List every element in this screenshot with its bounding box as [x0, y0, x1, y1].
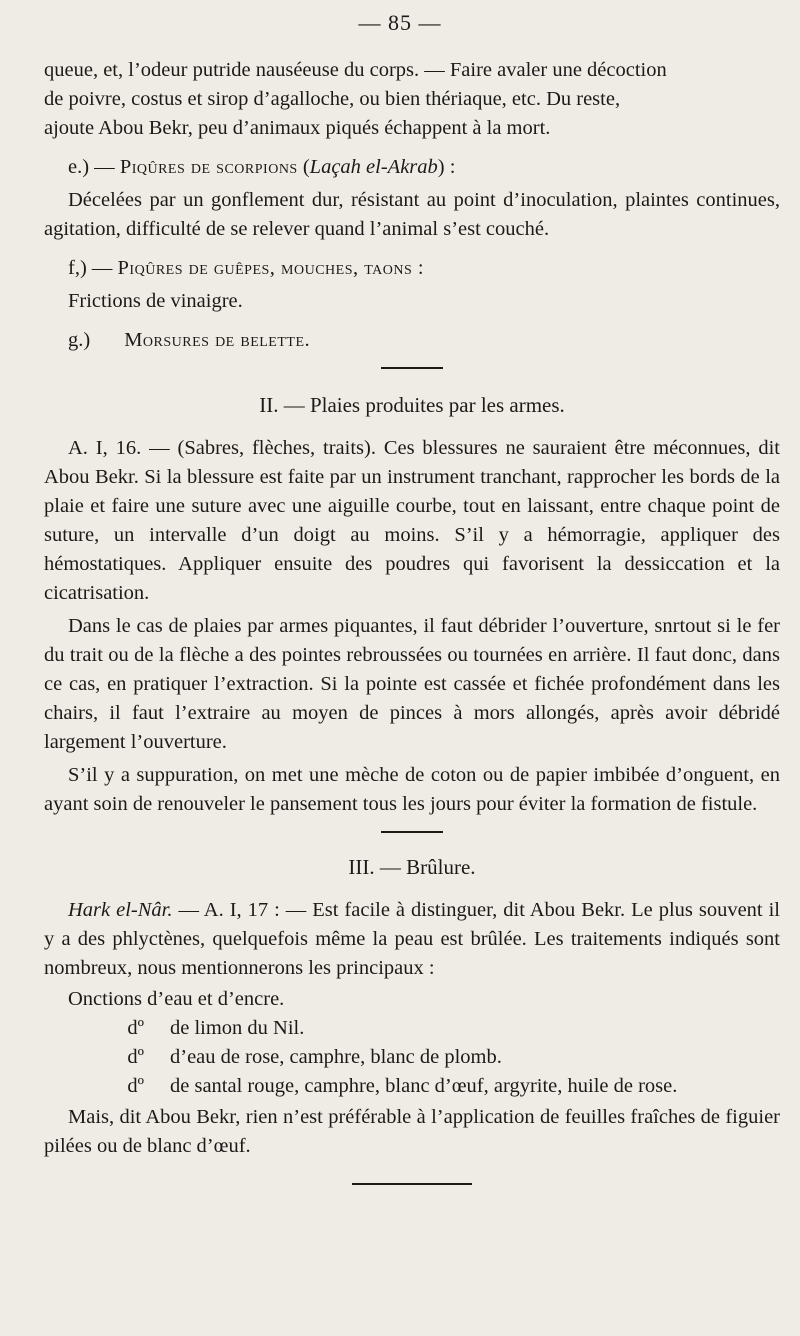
subsection-e-heading: [44, 153, 780, 182]
ditto-mark: dº: [127, 1017, 144, 1039]
subsection-g-heading: [44, 326, 780, 355]
ditto-mark: dº: [127, 1075, 144, 1097]
section-heading-iii: III. — Brûlure.: [348, 855, 476, 879]
subsection-title: Morsures de belette.: [124, 329, 311, 351]
page-body: [44, 56, 780, 1185]
subsection-title: Piqûres de scorpions: [119, 156, 298, 178]
line-2: de poivre, costus et sirop d’agalloche, ou bien thériaque, etc. Du reste,: [44, 88, 621, 110]
line-1: queue, et, l’odeur putride nauséeuse du corps. — Faire avaler une décoction: [44, 59, 667, 81]
treatment-text: de santal rouge, camphre, blanc d’œuf, argyrite, huile de rose.: [170, 1075, 678, 1097]
ditto-mark: dº: [127, 1046, 144, 1068]
arabic-term: Laçah el-Akrab: [309, 156, 438, 178]
section-ii-paragraph-3: S’il y a suppuration, on met une mèche de coton ou de papier imbibée d’onguent, en ayant soin de renouveler le pansement tous les jours pour éviter la formation de fistule.: [44, 764, 780, 815]
subsection-marker: g.): [68, 329, 91, 351]
section-ii-paragraph-2: Dans le cas de plaies par armes piquantes, il faut débrider l’ouverture, snrtout si le fer du trait ou de la flèche a des pointes rebroussées ou tournées en arrière. Il faut donc, dans ce cas, en pratiquer l’extraction. Si la pointe est cassée et fichée profondément dans les chairs, il faut l’extraire au moyen de pinces à mors allongés, après avoir débridé largement l’ouverture.: [44, 615, 780, 753]
section-heading-ii: II. — Plaies produites par les armes.: [259, 393, 565, 417]
paragraph-continuation: [44, 56, 780, 143]
section-iii-text: — A. I, 17 : — Est facile à distinguer, dit Abou Bekr. Le plus souvent il y a des phlyctènes, quelquefois même la peau est brûlée. Les traitements indiqués sont nombreux, nous mentionnerons les principaux :: [44, 899, 780, 979]
treatment-line: [44, 1072, 780, 1101]
paren-close: ) :: [437, 156, 456, 178]
subsection-marker: f,) —: [68, 257, 118, 279]
page-number: — 85 —: [358, 10, 442, 35]
treatment-text: de limon du Nil.: [170, 1017, 305, 1039]
subsection-f-heading: [44, 254, 780, 283]
arabic-term: Hark el-Nâr.: [68, 899, 173, 921]
treatment-line: Onctions d’eau et d’encre.: [68, 988, 285, 1010]
subsection-marker: e.) —: [68, 156, 120, 178]
section-iii-paragraph-2: Mais, dit Abou Bekr, rien n’est préférable à l’application de feuilles fraîches de figuier pilées ou de blanc d’œuf.: [44, 1106, 780, 1157]
divider-rule: [352, 1183, 472, 1185]
divider-rule: [381, 367, 443, 369]
paren-open: (: [297, 156, 310, 178]
subsection-f-body: Frictions de vinaigre.: [68, 290, 243, 312]
section-iii-paragraph-1: [44, 896, 780, 983]
subsection-e-body: Décelées par un gonflement dur, résistant au point d’inoculation, plaintes continues, agitation, difficulté de se relever quand l’animal s’est couché.: [44, 189, 780, 240]
treatment-line: [44, 1043, 780, 1072]
treatment-text: d’eau de rose, camphre, blanc de plomb.: [170, 1046, 502, 1068]
divider-rule: [381, 831, 443, 833]
line-3: ajoute Abou Bekr, peu d’animaux piqués échappent à la mort.: [44, 117, 551, 139]
treatment-line: [44, 1014, 780, 1043]
subsection-title: Piqûres de guêpes, mouches, taons :: [117, 257, 425, 279]
section-ii-paragraph-1: A. I, 16. — (Sabres, flèches, traits). Ces blessures ne sauraient être méconnues, dit Abou Bekr. Si la blessure est faite par un instrument tranchant, rapprocher les bords de la plaie et faire une suture avec une aiguille courbe, tout en laissant, entre chaque point de suture, un intervalle d’un doigt au moins. S’il y a hémorragie, appliquer des hémostatiques. Appliquer ensuite des poudres qui favorisent la dessiccation et la cicatrisation.: [44, 437, 780, 604]
